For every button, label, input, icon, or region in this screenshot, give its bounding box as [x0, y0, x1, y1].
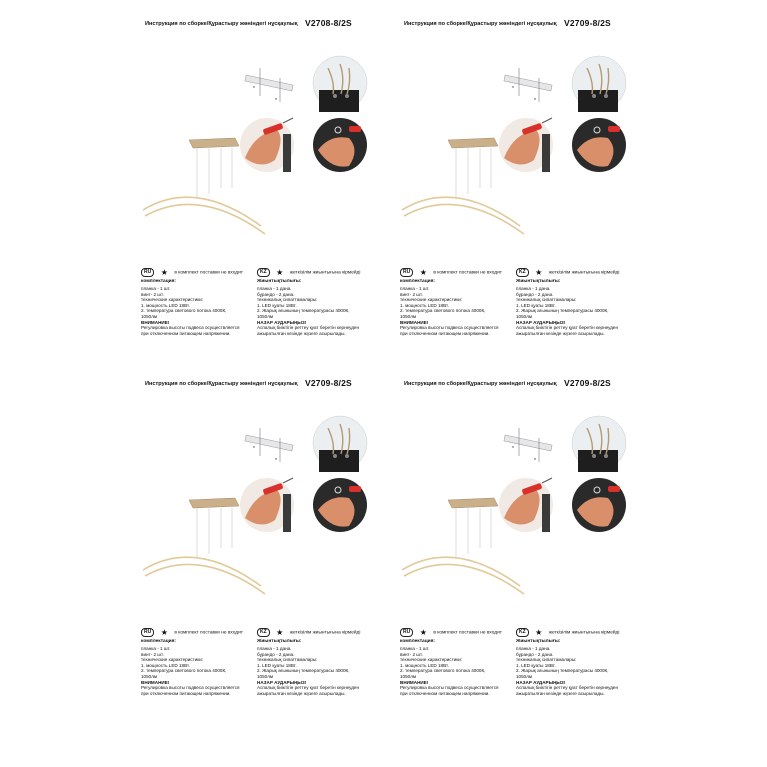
photo-screwdriver — [499, 478, 553, 532]
kz-line: 2. Жарық ағынының температурасы 4000К, — [257, 308, 350, 314]
kz-section-title: Жиынтықтылығы: — [516, 279, 561, 284]
ru-section-title: комплектация: — [141, 639, 177, 644]
photo-screwdriver — [240, 478, 294, 532]
ru-line: Регулировка высоты подвеса осуществляется — [400, 685, 499, 691]
sheet-header — [145, 378, 375, 392]
ru-line: 2. температура светового потока 4000К, — [400, 668, 486, 674]
kz-line: 2. Жарық ағынының температурасы 4000К, — [257, 668, 350, 674]
kz-line: бұрандо - 2 дана. — [257, 291, 295, 297]
photo-screwdriver — [499, 118, 553, 172]
ru-line: Регулировка высоты подвеса осуществляется — [141, 685, 240, 691]
photo-wiring — [572, 56, 626, 112]
svg-text:*: * — [275, 458, 277, 464]
ru-header-row — [400, 264, 512, 278]
canopy-diagram — [245, 68, 293, 104]
model-number: V2709-8/2S — [564, 378, 611, 388]
model-number: V2709-8/2S — [564, 18, 611, 28]
ru-line: 1050лм — [141, 313, 158, 319]
ru-line: винт- 2 шт. — [141, 651, 164, 657]
kz-header-text: жеткізілім жиынтығына кірмейді — [289, 630, 361, 636]
ru-line: планка - 1 шт. — [400, 646, 430, 651]
assembly-illustration — [135, 398, 380, 598]
kz-header-text: жеткізілім жиынтығына кірмейді — [548, 630, 620, 636]
kz-line: 1050лм — [516, 673, 533, 679]
ru-section-title: комплектация: — [141, 279, 177, 284]
lamp-arcs — [143, 557, 265, 594]
ru-line: 1. мощность LED 18Вт. — [141, 662, 190, 668]
photo-hanging — [313, 478, 367, 532]
photo-wiring — [313, 56, 367, 112]
kz-line: бұрандо - 2 дана. — [516, 651, 554, 657]
kz-header-text: жеткізілім жиынтығына кірмейді — [289, 270, 361, 276]
star-icon: ★ — [160, 268, 168, 278]
kz-line: 2. Жарық ағынының температурасы 4000К, — [516, 308, 609, 314]
kz-line: 1050лм — [257, 313, 274, 319]
kz-line: бұрандо - 2 дана. — [257, 651, 295, 657]
photo-wiring — [572, 416, 626, 472]
ru-line: винт- 2 шт. — [141, 291, 164, 297]
kz-line: планка - 1 дана. — [257, 286, 292, 291]
ru-line: ВНИМАНИЕ! — [141, 679, 170, 685]
kz-column — [516, 264, 638, 336]
kz-line: НАЗАР АУДАРЫҢЫЗ! — [516, 679, 566, 685]
ru-header-text: в комплект поставки не входит — [174, 630, 243, 636]
kz-badge-icon: KZ — [516, 628, 529, 637]
ru-badge-icon: RU — [400, 268, 413, 277]
ru-column — [400, 624, 512, 696]
kz-column — [257, 624, 379, 696]
kz-badge-icon: KZ — [257, 268, 270, 277]
ru-line: Регулировка высоты подвеса осуществляется — [141, 325, 240, 331]
ru-line: технические характеристики: — [141, 297, 204, 303]
sheet-title: Инструкция по сборке/Құрастыру жөніндегі нұсқаулық — [404, 21, 557, 27]
ru-line: винт- 2 шт. — [400, 291, 423, 297]
kz-line: ажыратылған кезінде жүзеге асырылады. — [516, 330, 605, 336]
kz-line: 1. LED қуаты 18Вт. — [257, 302, 297, 308]
ru-line: планка - 1 шт. — [141, 286, 171, 291]
star-icon: ★ — [276, 268, 284, 278]
kz-line: НАЗАР АУДАРЫҢЫЗ! — [516, 319, 566, 325]
kz-line: НАЗАР АУДАРЫҢЫЗ! — [257, 679, 307, 685]
ru-line: планка - 1 шт. — [141, 646, 171, 651]
kz-section-title: Жиынтықтылығы: — [257, 279, 302, 284]
ru-line: 2. температура светового потока 4000К, — [141, 668, 227, 674]
ru-line: при отключенном питающем напряжении. — [141, 690, 231, 696]
ru-line: при отключенном питающем напряжении. — [141, 330, 231, 336]
model-number: V2708-8/2S — [305, 18, 352, 28]
svg-text:*: * — [253, 446, 255, 452]
star-icon: ★ — [419, 628, 427, 638]
photo-hanging — [572, 118, 626, 172]
ru-header-row — [141, 624, 253, 638]
ru-header-row — [141, 264, 253, 278]
star-icon: ★ — [160, 628, 168, 638]
ru-line: Регулировка высоты подвеса осуществляется — [400, 325, 499, 331]
kz-line: Аспалық биіктігін реттеу қуат беретін кернеуден — [257, 325, 360, 331]
ru-header-row — [400, 624, 512, 638]
star-icon: ★ — [419, 268, 427, 278]
canopy-diagram — [245, 428, 293, 464]
canopy-diagram — [504, 428, 552, 464]
star-icon: ★ — [535, 628, 543, 638]
lamp-canopy — [189, 138, 239, 198]
ru-header-text: в комплект поставки не входит — [174, 270, 243, 276]
star-icon: ★ — [276, 628, 284, 638]
ru-line: 2. температура светового потока 4000К, — [400, 308, 486, 314]
ru-line: ВНИМАНИЕ! — [400, 319, 429, 325]
assembly-illustration — [394, 38, 639, 238]
lamp-canopy — [448, 498, 498, 558]
svg-text:*: * — [534, 458, 536, 464]
svg-text:*: * — [253, 86, 255, 92]
kz-line: бұрандо - 2 дана. — [516, 291, 554, 297]
lamp-canopy — [189, 498, 239, 558]
kz-line: планка - 1 дана. — [516, 286, 551, 291]
ru-line: 1050лм — [400, 313, 417, 319]
model-number: V2709-8/2S — [305, 378, 352, 388]
ru-line: ВНИМАНИЕ! — [141, 319, 170, 325]
kz-header-row — [516, 624, 638, 638]
kz-header-row — [257, 624, 379, 638]
ru-badge-icon: RU — [400, 628, 413, 637]
kz-line: Аспалық биіктігін реттеу қуат беретін кернеуден — [257, 685, 360, 691]
lamp-canopy — [448, 138, 498, 198]
sheet-title: Инструкция по сборке/Құрастыру жөніндегі нұсқаулық — [404, 381, 557, 387]
ru-line: 2. температура светового потока 4000К, — [141, 308, 227, 314]
kz-line: ажыратылған кезінде жүзеге асырылады. — [516, 690, 605, 696]
lamp-arcs — [143, 197, 265, 234]
photo-screwdriver — [240, 118, 294, 172]
kz-line: 1050лм — [257, 673, 274, 679]
ru-line: винт- 2 шт. — [400, 651, 423, 657]
assembly-illustration — [394, 398, 639, 598]
kz-line: НАЗАР АУДАРЫҢЫЗ! — [257, 319, 307, 325]
instruction-sheet — [394, 378, 639, 696]
kz-header-row — [516, 264, 638, 278]
ru-line: планка - 1 шт. — [400, 286, 430, 291]
sheet-header — [404, 18, 634, 32]
ru-line: технические характеристики: — [400, 297, 463, 303]
instruction-sheet — [135, 18, 380, 336]
ru-header-text: в комплект поставки не входит — [433, 270, 502, 276]
kz-badge-icon: KZ — [516, 268, 529, 277]
photo-wiring — [313, 416, 367, 472]
ru-line: технические характеристики: — [141, 657, 204, 663]
kz-line: ажыратылған кезінде жүзеге асырылады. — [257, 690, 346, 696]
instruction-sheet — [394, 18, 639, 336]
kz-line: техникалық сипаттамалары: — [257, 657, 318, 663]
sheet-title: Инструкция по сборке/Құрастыру жөніндегі нұсқаулық — [145, 381, 298, 387]
kz-line: 1050лм — [516, 313, 533, 319]
kz-line: Аспалық биіктігін реттеу қуат беретін кернеуден — [516, 685, 619, 691]
ru-line: 1. мощность LED 18Вт. — [141, 302, 190, 308]
kz-line: техникалық сипаттамалары: — [516, 297, 577, 303]
ru-header-text: в комплект поставки не входит — [433, 630, 502, 636]
kz-header-row — [257, 264, 379, 278]
ru-section-title: комплектация: — [400, 639, 436, 644]
ru-line: при отключенном питающем напряжении. — [400, 690, 490, 696]
ru-line: технические характеристики: — [400, 657, 463, 663]
ru-column — [141, 264, 253, 336]
ru-line: 1. мощность LED 18Вт. — [400, 302, 449, 308]
kz-section-title: Жиынтықтылығы: — [257, 639, 302, 644]
ru-section-title: комплектация: — [400, 279, 436, 284]
kz-line: 2. Жарық ағынының температурасы 4000К, — [516, 668, 609, 674]
photo-hanging — [572, 478, 626, 532]
svg-text:*: * — [275, 98, 277, 104]
svg-text:*: * — [512, 446, 514, 452]
lamp-arcs — [402, 557, 524, 594]
ru-line: 1. мощность LED 18Вт. — [400, 662, 449, 668]
photo-hanging — [313, 118, 367, 172]
sheet-header — [145, 18, 375, 32]
lamp-arcs — [402, 197, 524, 234]
kz-line: техникалық сипаттамалары: — [257, 297, 318, 303]
kz-line: техникалық сипаттамалары: — [516, 657, 577, 663]
kz-line: планка - 1 дана. — [257, 646, 292, 651]
instruction-sheet — [135, 378, 380, 696]
ru-line: 1050лм — [141, 673, 158, 679]
ru-badge-icon: RU — [141, 268, 154, 277]
kz-line: планка - 1 дана. — [516, 646, 551, 651]
canopy-diagram — [504, 68, 552, 104]
ru-column — [400, 264, 512, 336]
ru-column — [141, 624, 253, 696]
svg-text:*: * — [534, 98, 536, 104]
ru-badge-icon: RU — [141, 628, 154, 637]
kz-line: 1. LED қуаты 18Вт. — [257, 662, 297, 668]
svg-text:*: * — [512, 86, 514, 92]
star-icon: ★ — [535, 268, 543, 278]
kz-line: ажыратылған кезінде жүзеге асырылады. — [257, 330, 346, 336]
kz-column — [516, 624, 638, 696]
kz-badge-icon: KZ — [257, 628, 270, 637]
kz-header-text: жеткізілім жиынтығына кірмейді — [548, 270, 620, 276]
ru-line: ВНИМАНИЕ! — [400, 679, 429, 685]
kz-section-title: Жиынтықтылығы: — [516, 639, 561, 644]
ru-line: при отключенном питающем напряжении. — [400, 330, 490, 336]
kz-column — [257, 264, 379, 336]
sheet-header — [404, 378, 634, 392]
assembly-illustration — [135, 38, 380, 238]
sheet-title: Инструкция по сборке/Құрастыру жөніндегі нұсқаулық — [145, 21, 298, 27]
kz-line: 1. LED қуаты 18Вт. — [516, 662, 556, 668]
kz-line: 1. LED қуаты 18Вт. — [516, 302, 556, 308]
kz-line: Аспалық биіктігін реттеу қуат беретін кернеуден — [516, 325, 619, 331]
ru-line: 1050лм — [400, 673, 417, 679]
